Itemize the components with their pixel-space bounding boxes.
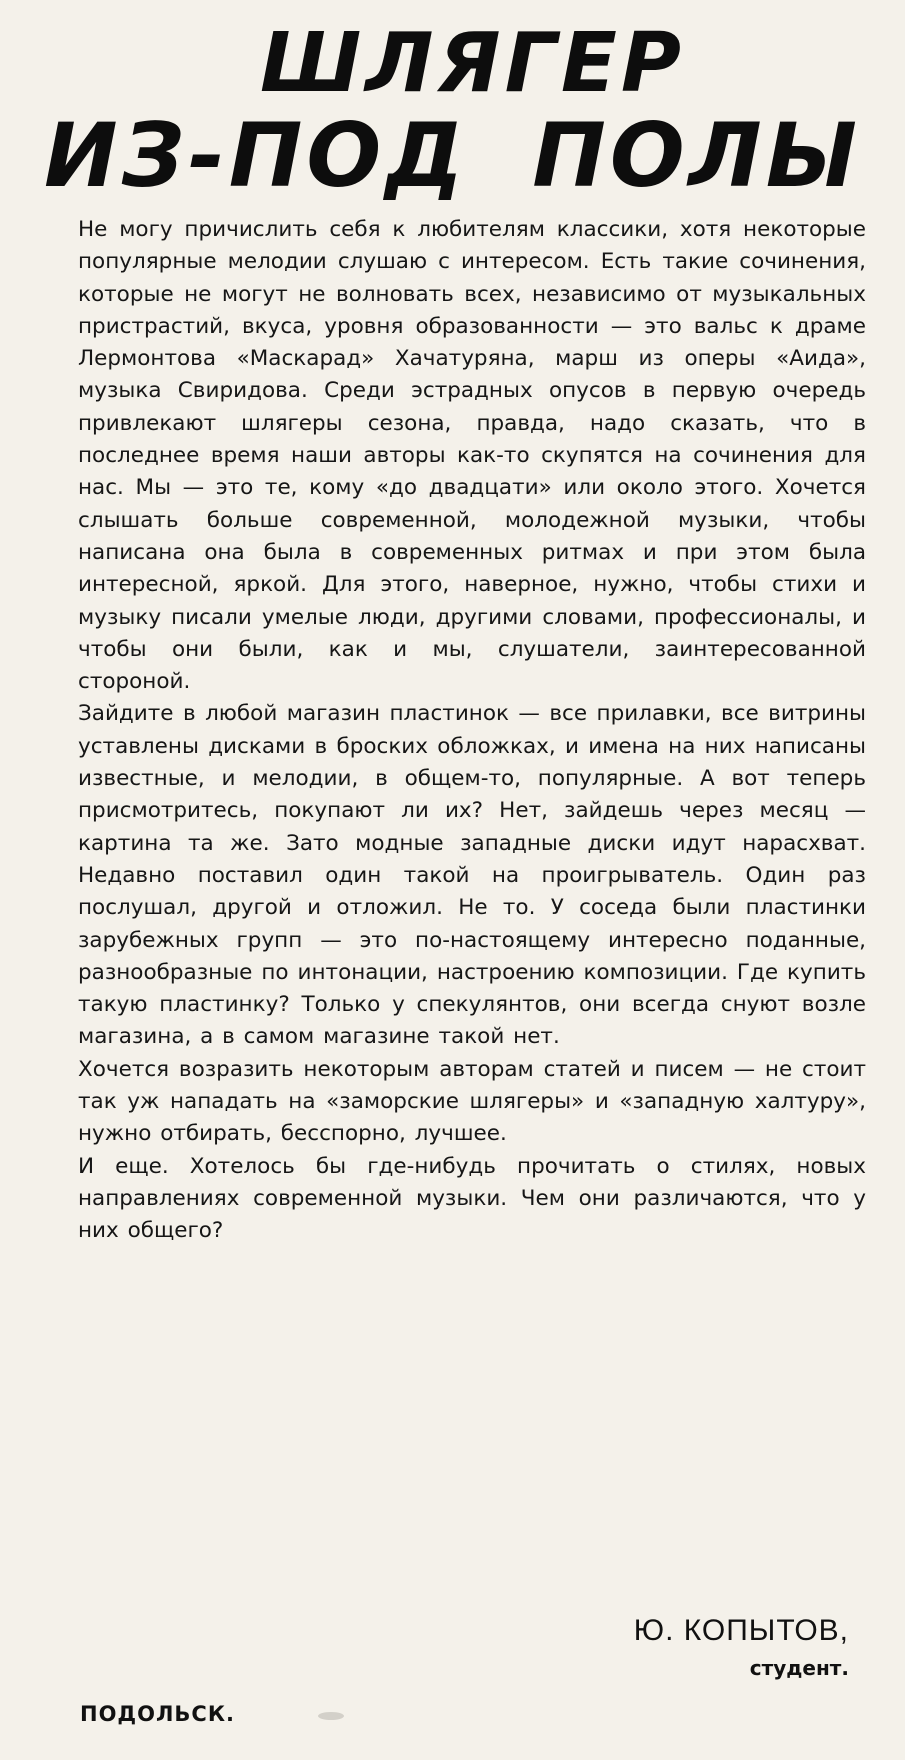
author-signature (634, 1611, 849, 1681)
article-body (78, 214, 866, 1248)
print-smudge (318, 1712, 344, 1720)
article-headline (0, 18, 905, 206)
headline-line-2: ИЗ-ПОД ПОЛЫ (44, 104, 861, 207)
article-paragraph-4: И еще. Хотелось бы где-нибудь прочитать о стилях, новых направлениях современной музыки. Чем они различаются, что у них общего? (78, 1153, 866, 1244)
author-city: ПОДОЛЬСК. (80, 1702, 235, 1726)
article-paragraph-3: Хочется возразить некоторым авторам статей и писем — не стоит так уж нападать на «заморские шлягеры» и «западную халтуру», нужно отбирать, бесспорно, лучшее. (78, 1056, 866, 1147)
author-role: студент. (749, 1656, 849, 1680)
author-name: Ю. КОПЫТОВ, (633, 1614, 849, 1647)
article-paragraph-2: Зайдите в любой магазин пластинок — все прилавки, все витрины уставлены дисками в броских обложках, и имена на них написаны известные, и мелодии, в общем-то, популярные. А вот теперь присмотритесь, покупают ли их? Нет, зайдешь через месяц — картина та же. Зато модные западные диски идут нарасхват. Недавно поставил один такой на проигрыватель. Один раз послушал, другой и отложил. Не то. У соседа были пластинки зарубежных групп — это по-настоящему интересно поданные, разнообразные по интонации, настроению композиции. Где купить такую пластинку? Только у спекулянтов, они всегда снуют возле магазина, а в самом магазине такой нет. (78, 701, 866, 1050)
article-paragraph-1: Не могу причислить себя к любителям классики, хотя некоторые популярные мелодии слушаю с интересом. Есть такие сочинения, которые не могут не волновать всех, независимо от музыкальных пристрастий, вкуса, уровня образованности — это вальс к драме Лермонтова «Маскарад» Хачатуряна, марш из оперы «Аида», музыка Свиридова. Среди эстрадных опусов в первую очередь привлекают шлягеры сезона, правда, надо сказать, что в последнее время наши авторы как-то скупятся на сочинения для нас. Мы — это те, кому «до двадцати» или около этого. Хочется слышать больше современной, молодежной музыки, чтобы написана она была в современных ритмах и при этом была интересной, яркой. Для этого, наверное, нужно, чтобы стихи и музыку писали умелые люди, другими словами, профессионалы, и чтобы они были, как и мы, слушатели, заинтересованной стороной. (78, 217, 866, 695)
headline-line-1: ШЛЯГЕР (260, 16, 685, 111)
